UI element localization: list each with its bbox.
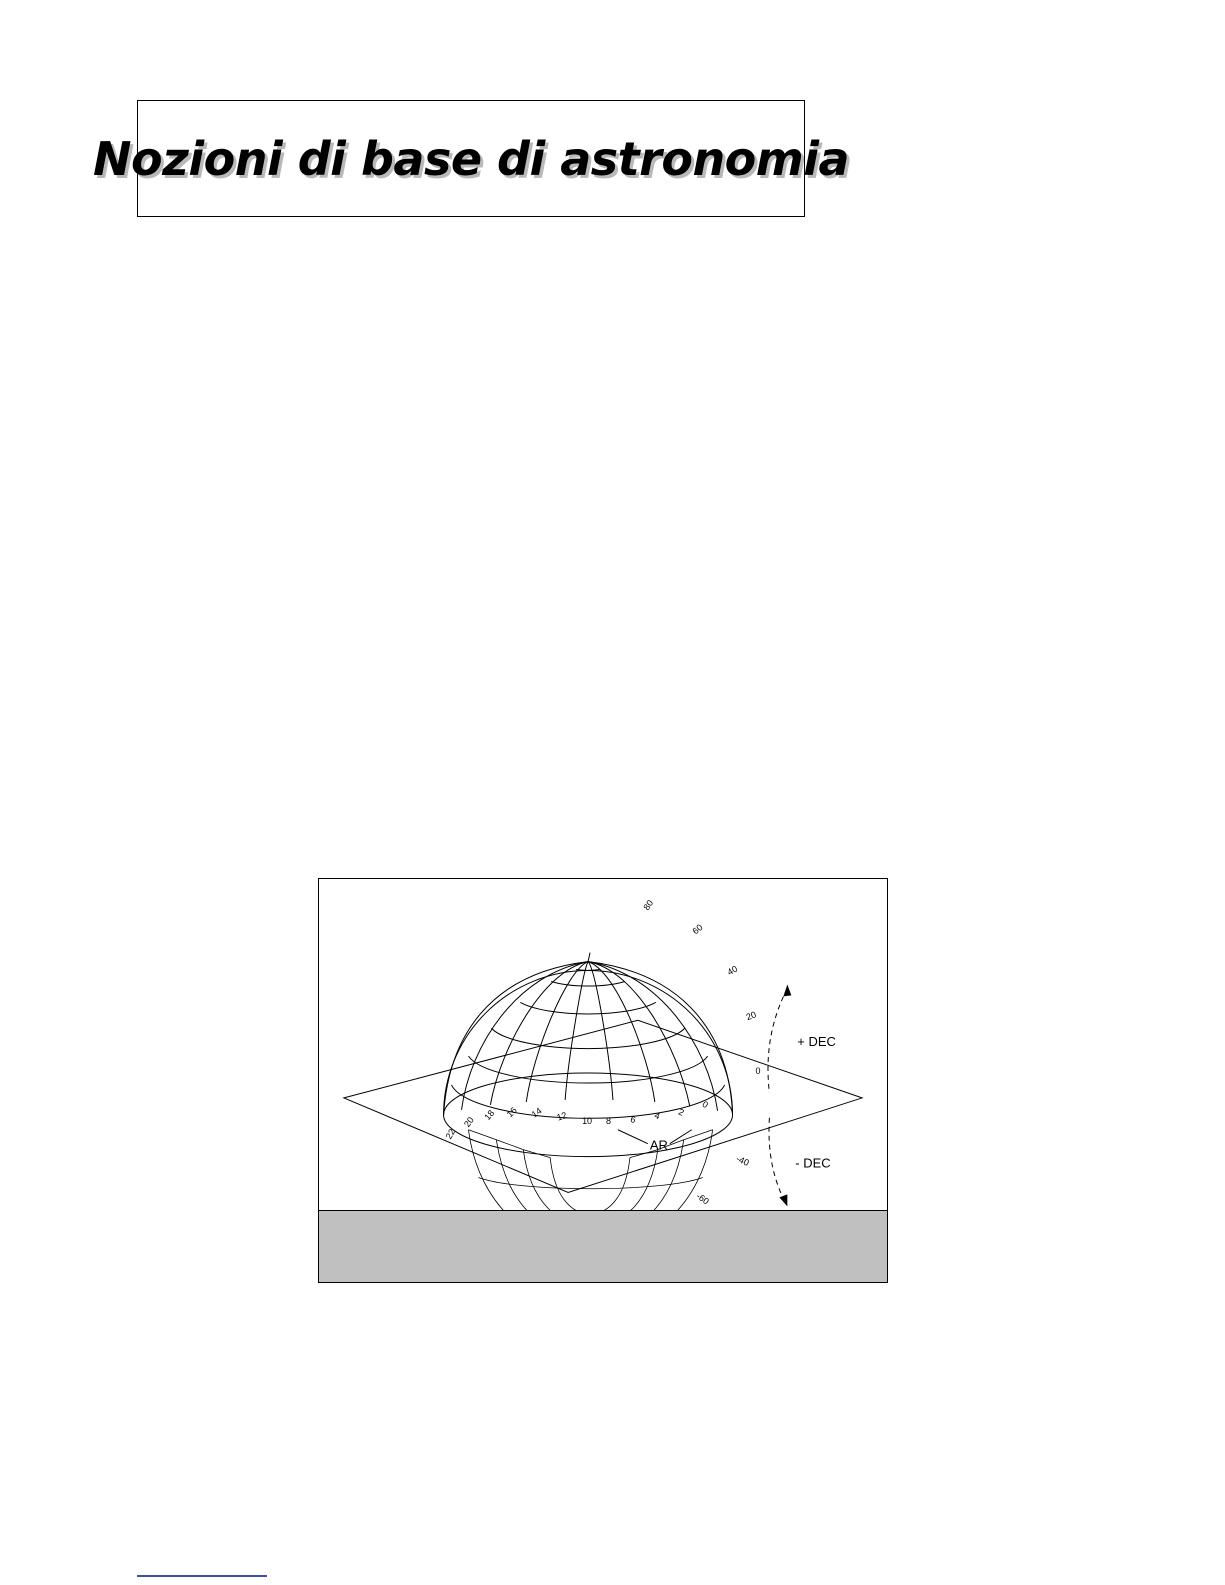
dec-arrowheads bbox=[779, 984, 791, 1206]
dec-tick-0: 0 bbox=[755, 1066, 761, 1077]
dec-tick-60: 60 bbox=[690, 922, 705, 937]
label-dec-negative: - DEC bbox=[795, 1155, 831, 1171]
dec-tick-neg40: -40 bbox=[734, 1153, 751, 1168]
page-title: Nozioni di base di astronomia bbox=[92, 131, 850, 186]
hour-tick-18: 18 bbox=[482, 1108, 497, 1123]
dec-tick-20: 20 bbox=[744, 1009, 758, 1023]
label-right-ascension: AR bbox=[649, 1137, 668, 1153]
hour-tick-16: 16 bbox=[504, 1105, 519, 1120]
dec-tick-40: 40 bbox=[725, 963, 740, 978]
hour-tick-2: 2 bbox=[676, 1106, 686, 1118]
hour-tick-0: 0 bbox=[700, 1098, 710, 1111]
hour-tick-6: 6 bbox=[629, 1114, 637, 1126]
sphere-grid bbox=[444, 962, 733, 1157]
hour-tick-22: 22 bbox=[443, 1127, 458, 1141]
figure-container bbox=[318, 878, 888, 1283]
dec-arrow-arcs bbox=[768, 988, 787, 1202]
hour-tick-20: 20 bbox=[461, 1115, 476, 1129]
label-dec-positive: + DEC bbox=[797, 1034, 836, 1050]
hour-tick-4: 4 bbox=[653, 1110, 662, 1122]
hour-tick-12: 12 bbox=[555, 1109, 569, 1123]
dec-tick-80: 80 bbox=[641, 898, 656, 912]
hour-tick-14: 14 bbox=[529, 1105, 544, 1120]
hour-tick-10: 10 bbox=[582, 1115, 593, 1126]
footer-link[interactable] bbox=[137, 1575, 267, 1577]
figure-caption-band bbox=[319, 1210, 887, 1282]
dec-tick-neg60: -60 bbox=[694, 1190, 711, 1207]
document-title-box bbox=[92, 100, 850, 217]
hour-tick-8: 8 bbox=[605, 1115, 611, 1126]
